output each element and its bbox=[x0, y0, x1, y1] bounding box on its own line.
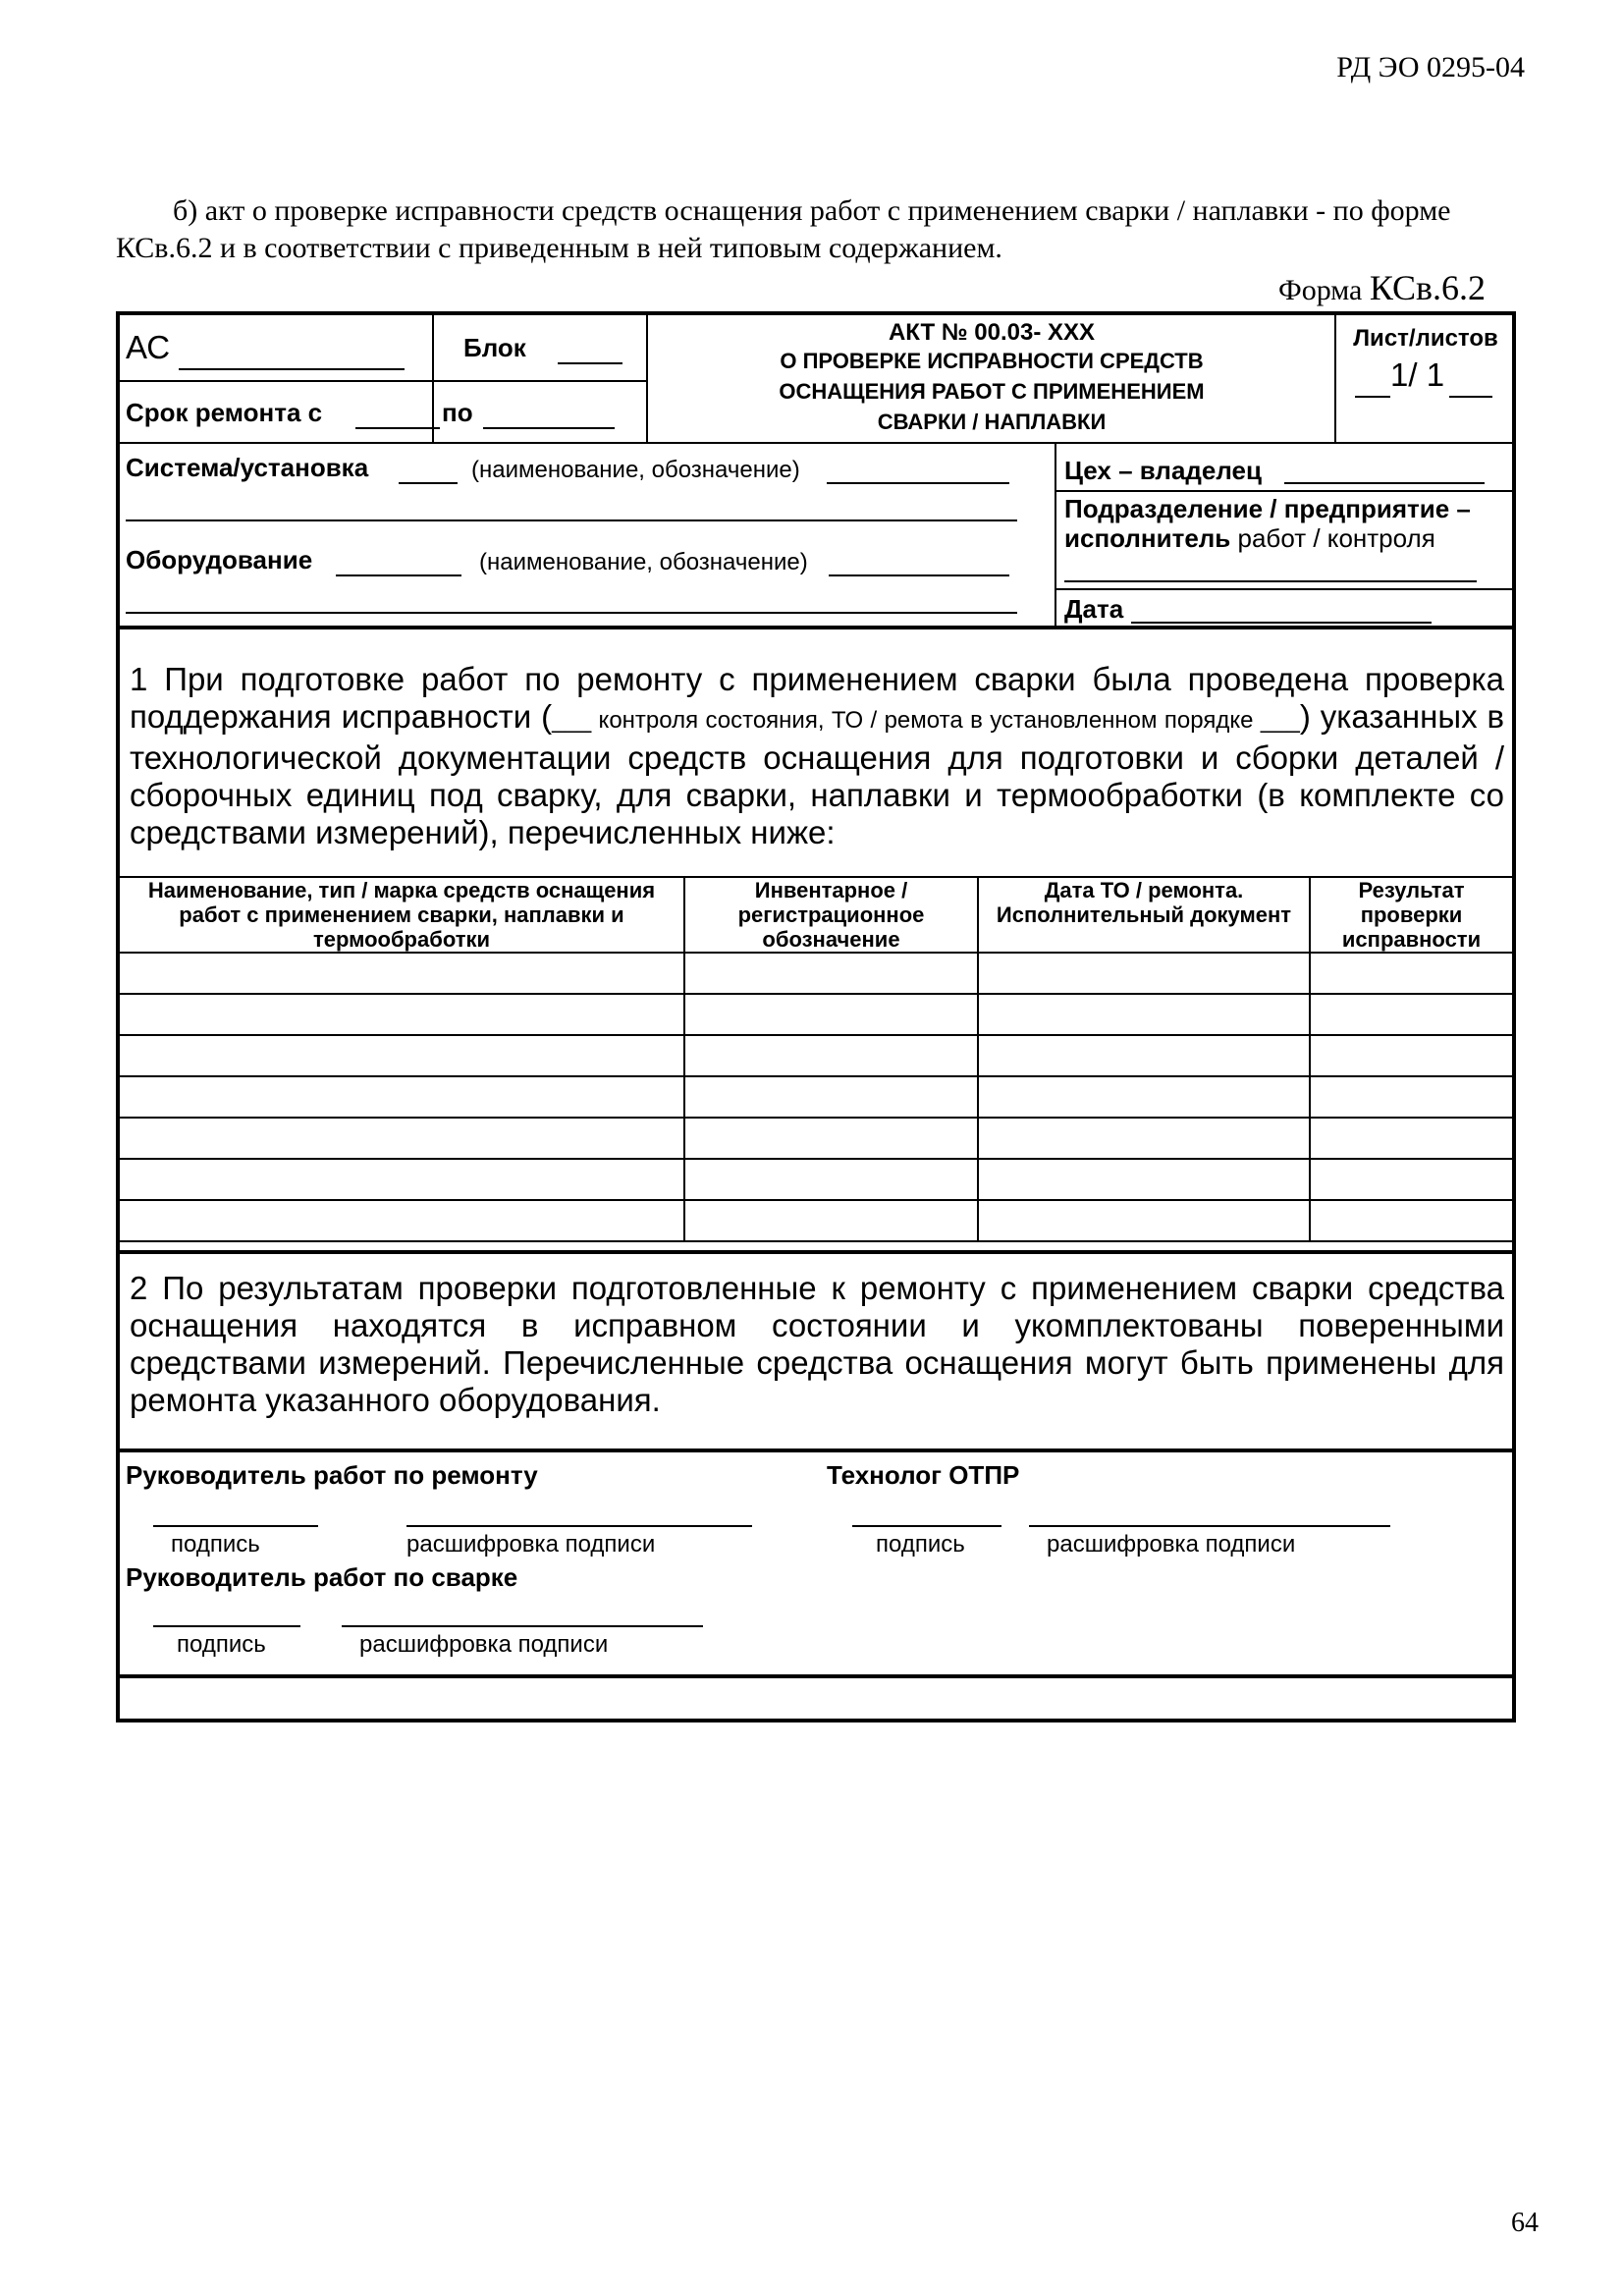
table-cell[interactable] bbox=[978, 1035, 1310, 1076]
system-field[interactable] bbox=[827, 482, 1009, 484]
table-cell[interactable] bbox=[684, 1159, 978, 1200]
table-header-row bbox=[120, 877, 1512, 953]
form-label-code: КСв.6.2 bbox=[1369, 268, 1486, 307]
equipment-field-line-2[interactable] bbox=[126, 612, 1017, 614]
repair-head-signature-line[interactable] bbox=[153, 1525, 318, 1527]
table-cell[interactable] bbox=[978, 1118, 1310, 1159]
table-cell[interactable] bbox=[978, 953, 1310, 994]
signature-decode-caption: расшифровка подписи bbox=[406, 1531, 656, 1558]
table-row bbox=[120, 1035, 1512, 1076]
table-cell[interactable] bbox=[684, 1076, 978, 1118]
technologist-decode-line[interactable] bbox=[1029, 1525, 1390, 1527]
sheet-value: 1/ 1 bbox=[1390, 356, 1445, 393]
table-row bbox=[120, 994, 1512, 1035]
subdivision-label bbox=[1064, 494, 1510, 553]
document-code: РД ЭО 0295-04 bbox=[1336, 51, 1525, 83]
equipment-name-hint: (наименование, обозначение) bbox=[479, 549, 808, 575]
divider bbox=[120, 442, 1512, 444]
act-title-line-2: ОСНАЩЕНИЯ РАБОТ С ПРИМЕНЕНИЕМ bbox=[779, 379, 1205, 404]
table-row bbox=[120, 953, 1512, 994]
ac-label: АС bbox=[126, 329, 171, 365]
page-number: 64 bbox=[1511, 2208, 1539, 2238]
section-1-part-2: ) указанных в технологической документации средств оснащения для подготовки и сборки деталей / сборочных единиц под сварку, для сварки, наплавки и термообработки (в комплекте со средствами измерений), перечисленных ниже: bbox=[130, 698, 1504, 850]
repair-term-label: Срок ремонта с bbox=[126, 398, 323, 427]
table-row bbox=[120, 1159, 1512, 1200]
signature-caption: подпись bbox=[876, 1531, 965, 1558]
subdivision-field[interactable] bbox=[1064, 580, 1477, 582]
sheet-underline bbox=[1355, 396, 1390, 398]
divider bbox=[120, 1449, 1512, 1452]
divider bbox=[1055, 442, 1056, 626]
table-cell[interactable] bbox=[978, 1200, 1310, 1241]
divider bbox=[1055, 490, 1512, 492]
table-row bbox=[120, 1076, 1512, 1118]
table-cell[interactable] bbox=[120, 1200, 684, 1241]
table-cell[interactable] bbox=[120, 953, 684, 994]
table-cell[interactable] bbox=[1310, 1159, 1512, 1200]
table-cell[interactable] bbox=[684, 1118, 978, 1159]
equipment-field[interactable] bbox=[829, 574, 1009, 576]
table-cell[interactable] bbox=[120, 1159, 684, 1200]
table-cell[interactable] bbox=[1310, 994, 1512, 1035]
repair-term-to-field[interactable] bbox=[483, 427, 615, 429]
repair-term-to-label: по bbox=[442, 398, 473, 427]
equipment-field[interactable] bbox=[336, 574, 461, 576]
ac-field[interactable] bbox=[179, 368, 405, 370]
table-cell[interactable] bbox=[978, 994, 1310, 1035]
act-number: АКТ № 00.03- XXX bbox=[888, 319, 1096, 346]
technologist-signature-line[interactable] bbox=[852, 1525, 1001, 1527]
form-label bbox=[1278, 267, 1486, 308]
divider bbox=[432, 315, 434, 442]
sheet-underline bbox=[1449, 396, 1492, 398]
table-cell[interactable] bbox=[978, 1076, 1310, 1118]
section-1-text bbox=[130, 661, 1504, 851]
date-field[interactable] bbox=[1131, 622, 1432, 624]
repair-head-label: Руководитель работ по ремонту bbox=[126, 1460, 538, 1490]
divider bbox=[120, 1250, 1512, 1254]
system-field-line-2[interactable] bbox=[126, 519, 1017, 521]
table-cell[interactable] bbox=[684, 1035, 978, 1076]
welding-head-signature-line[interactable] bbox=[153, 1625, 300, 1627]
signature-caption: подпись bbox=[177, 1631, 266, 1658]
section-1-small: ___ контроля состояния, ТО / ремота в установленном порядке ___ bbox=[552, 707, 1300, 734]
act-title-block bbox=[648, 315, 1335, 437]
table-cell[interactable] bbox=[120, 1076, 684, 1118]
workshop-field[interactable] bbox=[1284, 482, 1485, 484]
table-cell[interactable] bbox=[1310, 953, 1512, 994]
table-cell[interactable] bbox=[684, 1200, 978, 1241]
divider bbox=[120, 380, 647, 382]
subdivision-label-bold: Подразделение / предприятие – исполнитель bbox=[1064, 494, 1471, 553]
date-label: Дата bbox=[1064, 594, 1124, 624]
welding-head-decode-line[interactable] bbox=[342, 1625, 703, 1627]
section-1-part-1: 1 При подготовке работ по ремонту с применением сварки была проведена проверка поддержания исправности ( bbox=[130, 661, 1504, 735]
divider bbox=[1055, 588, 1512, 590]
workshop-label: Цех – владелец bbox=[1064, 456, 1262, 485]
system-label: Система/установка bbox=[126, 453, 369, 482]
welding-head-label: Руководитель работ по сварке bbox=[126, 1562, 518, 1592]
act-form bbox=[116, 311, 1516, 1722]
table-cell[interactable] bbox=[1310, 1200, 1512, 1241]
divider bbox=[120, 626, 1512, 629]
table-cell[interactable] bbox=[1310, 1076, 1512, 1118]
table-row bbox=[120, 1200, 1512, 1241]
table-cell[interactable] bbox=[1310, 1035, 1512, 1076]
section-2-text: 2 По результатам проверки подготовленные к ремонту с применением сварки средства оснащения находятся в исправном состоянии и укомплектованы поверенными средствами измерений. Перечисленные средства оснащения могут быть применены для ремонта указанного оборудования. bbox=[130, 1270, 1504, 1418]
table-cell[interactable] bbox=[684, 953, 978, 994]
signature-decode-caption: расшифровка подписи bbox=[1047, 1531, 1296, 1558]
signature-decode-caption: расшифровка подписи bbox=[359, 1631, 609, 1658]
block-field[interactable] bbox=[558, 362, 622, 364]
column-header-date: Дата ТО / ремонта. Исполнительный документ bbox=[978, 877, 1310, 953]
divider bbox=[120, 1674, 1512, 1678]
column-header-result: Результат проверки исправности bbox=[1310, 877, 1512, 953]
form-label-prefix: Форма bbox=[1278, 274, 1363, 306]
column-header-name: Наименование, тип / марка средств оснащения работ с применением сварки, наплавки и термообработки bbox=[120, 877, 684, 953]
table-cell[interactable] bbox=[120, 994, 684, 1035]
table-cell[interactable] bbox=[120, 1035, 684, 1076]
technologist-label: Технолог ОТПР bbox=[827, 1460, 1020, 1490]
intro-paragraph: б) акт о проверке исправности средств оснащения работ с применением сварки / наплавки - по форме КСв.6.2 и в соответствии с приведенным в ней типовым содержанием. bbox=[116, 194, 1451, 264]
table-cell[interactable] bbox=[1310, 1118, 1512, 1159]
table-cell[interactable] bbox=[684, 994, 978, 1035]
system-name-hint: (наименование, обозначение) bbox=[471, 457, 800, 483]
column-header-inventory: Инвентарное / регистрационное обозначение bbox=[684, 877, 978, 953]
act-title-line-3: СВАРКИ / НАПЛАВКИ bbox=[877, 410, 1107, 434]
repair-head-decode-line[interactable] bbox=[406, 1525, 752, 1527]
signature-caption: подпись bbox=[171, 1531, 260, 1558]
table-row bbox=[120, 1118, 1512, 1159]
repair-term-from-field[interactable] bbox=[355, 427, 440, 429]
block-label: Блок bbox=[463, 333, 526, 362]
act-title-line-1: О ПРОВЕРКЕ ИСПРАВНОСТИ СРЕДСТВ bbox=[780, 349, 1204, 373]
system-field[interactable] bbox=[399, 482, 458, 484]
table-cell[interactable] bbox=[120, 1118, 684, 1159]
table-cell[interactable] bbox=[978, 1159, 1310, 1200]
equipment-label: Оборудование bbox=[126, 545, 313, 574]
sheet-label: Лист/листов bbox=[1353, 325, 1498, 352]
equipment-table bbox=[120, 876, 1512, 1242]
subdivision-label-rest: работ / контроля bbox=[1230, 523, 1435, 553]
